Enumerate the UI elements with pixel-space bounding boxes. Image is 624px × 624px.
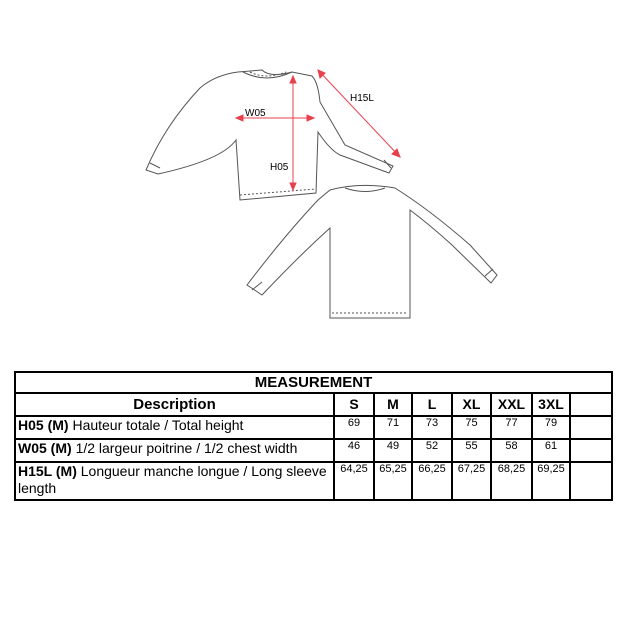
size-header: L	[412, 393, 452, 416]
row-code: H05 (M)	[18, 417, 69, 433]
h15l-label: H15L	[350, 93, 374, 104]
w05-label: W05	[245, 108, 266, 119]
row-label: 1/2 largeur poitrine / 1/2 chest width	[75, 440, 298, 456]
description-header: Description	[15, 393, 334, 416]
front-view	[146, 70, 393, 200]
table-cell: 65,25	[374, 462, 412, 500]
table-cell	[570, 462, 612, 500]
measurement-table-container	[14, 371, 613, 501]
table-cell: 69	[334, 416, 374, 439]
row-label: Longueur manche longue / Long sleeve length	[18, 463, 327, 496]
table-cell: 77	[491, 416, 532, 439]
table-row	[15, 416, 612, 439]
table-cell: 49	[374, 439, 412, 462]
table-header-row	[15, 393, 612, 416]
table-cell: 71	[374, 416, 412, 439]
table-cell: 69,25	[532, 462, 570, 500]
table-row	[15, 439, 612, 462]
table-cell: 68,25	[491, 462, 532, 500]
size-header: XXL	[491, 393, 532, 416]
row-label: Hauteur totale / Total height	[72, 417, 244, 433]
table-cell: 55	[452, 439, 491, 462]
size-header: M	[374, 393, 412, 416]
measurement-table	[14, 371, 613, 501]
row-description	[15, 439, 334, 462]
table-cell: 52	[412, 439, 452, 462]
table-cell: 67,25	[452, 462, 491, 500]
table-title: MEASUREMENT	[15, 372, 612, 393]
back-view	[247, 185, 497, 318]
size-header: 3XL	[532, 393, 570, 416]
table-cell: 79	[532, 416, 570, 439]
table-cell	[570, 439, 612, 462]
size-header	[570, 393, 612, 416]
table-cell: 64,25	[334, 462, 374, 500]
table-cell: 58	[491, 439, 532, 462]
row-code: H15L (M)	[18, 463, 77, 479]
table-cell: 73	[412, 416, 452, 439]
row-description	[15, 416, 334, 439]
table-cell: 61	[532, 439, 570, 462]
table-cell: 75	[452, 416, 491, 439]
h05-label: H05	[270, 162, 289, 173]
size-header: S	[334, 393, 374, 416]
size-header: XL	[452, 393, 491, 416]
row-description	[15, 462, 334, 500]
table-cell	[570, 416, 612, 439]
table-cell: 66,25	[412, 462, 452, 500]
table-cell: 46	[334, 439, 374, 462]
table-row	[15, 462, 612, 500]
row-code: W05 (M)	[18, 440, 72, 456]
